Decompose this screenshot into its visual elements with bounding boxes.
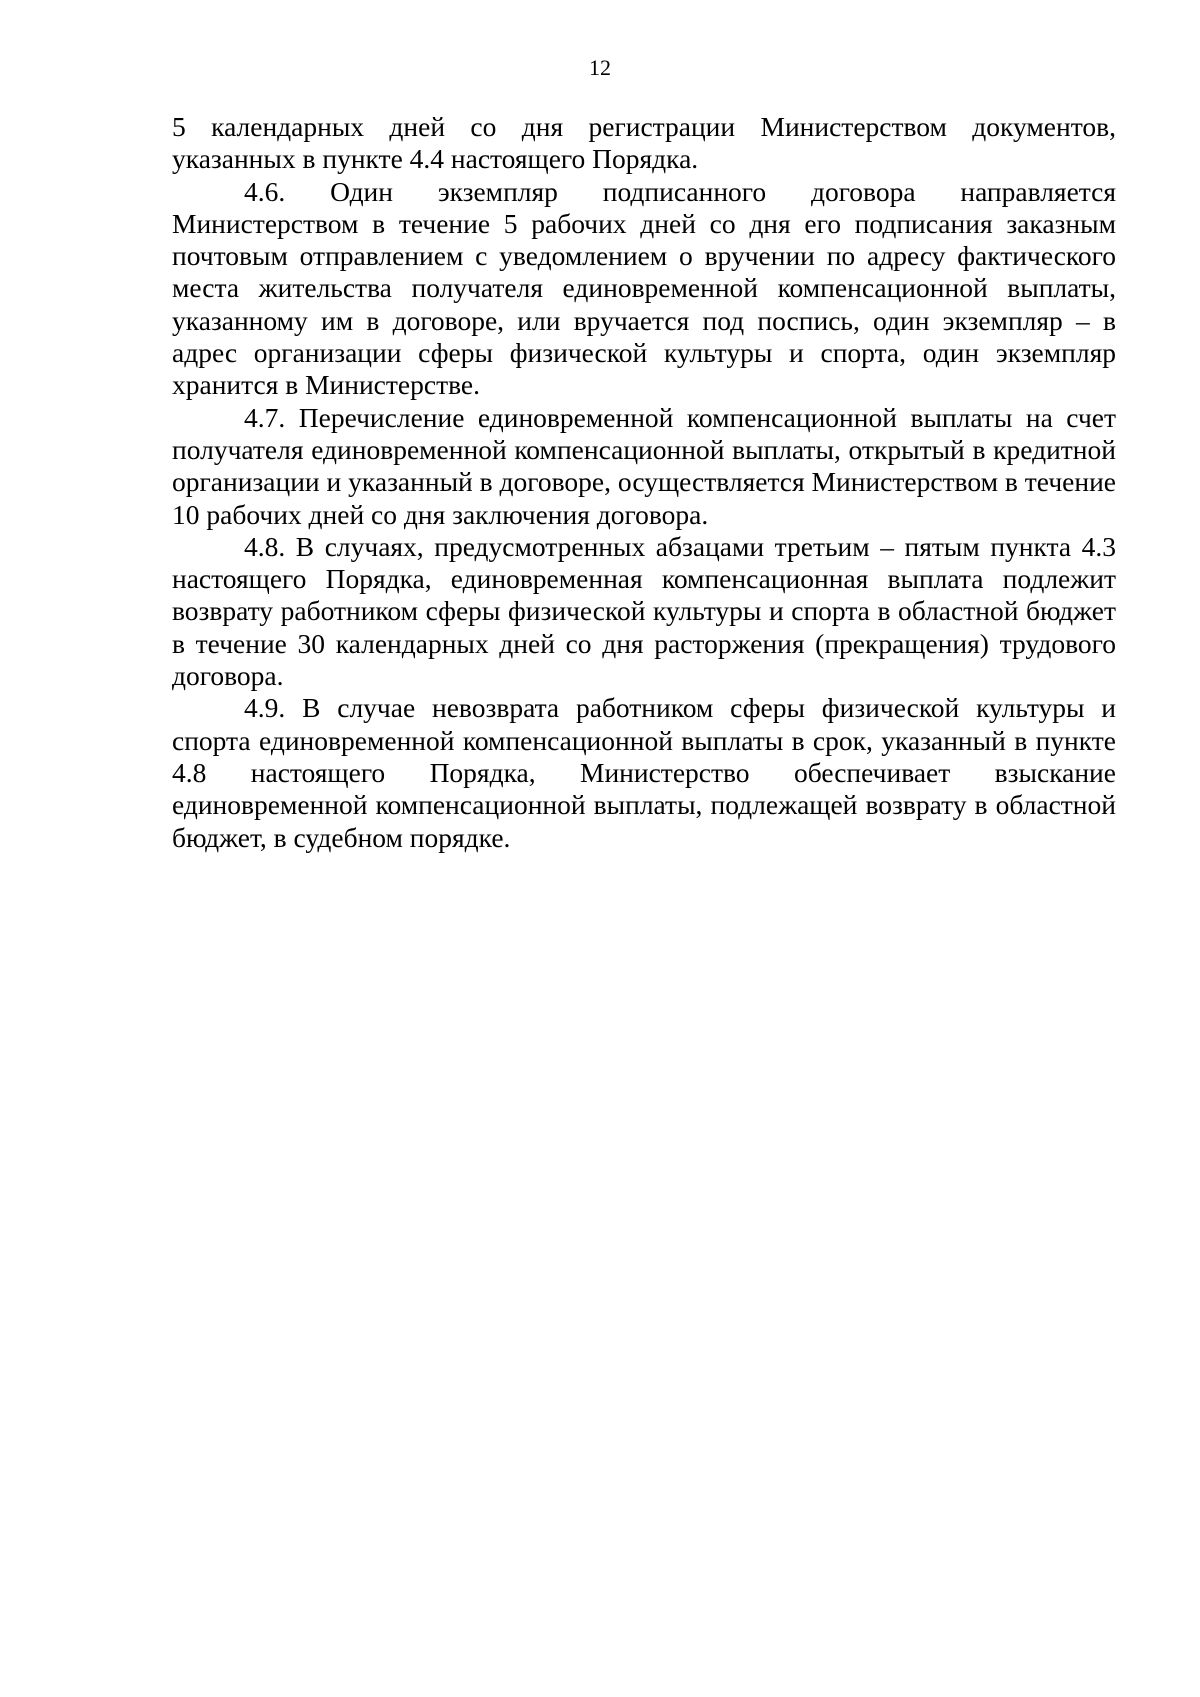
paragraph-4-9: 4.9. В случае невозврата работником сферы физической культуры и спорта единовременной компенсационной выплаты в срок, указанный в пункте 4.8 настоящего Порядка, Министерство обеспечивает взыскание единовременной компенсационной выплаты, подлежащей возврату в областной бюджет, в судебном порядке. — [172, 692, 1116, 853]
paragraph-4-7: 4.7. Перечисление единовременной компенсационной выплаты на счет получателя единовременной компенсационной выплаты, открытый в кредитной организации и указанный в договоре, осуществляется Министерством в течение 10 рабочих дней со дня заключения договора. — [172, 401, 1116, 530]
document-body — [172, 111, 1116, 854]
page-number: 12 — [589, 55, 611, 80]
paragraph-4-8: 4.8. В случаях, предусмотренных абзацами третьим – пятым пункта 4.3 настоящего Порядка, единовременная компенсационная выплата подлежит возврату работником сферы физической культуры и спорта в областной бюджет в течение 30 календарных дней со дня расторжения (прекращения) трудового договора. — [172, 530, 1116, 692]
paragraph-4-6: 4.6. Один экземпляр подписанного договора направляется Министерством в течение 5 рабочих дней со дня его подписания заказным почтовым отправлением с уведомлением о вручении по адресу фактического места жительства получателя единовременной компенсационной выплаты, указанному им в договоре, или вручается под поспись, один экземпляр – в адрес организации сферы физической культуры и спорта, один экземпляр хранится в Министерстве. — [172, 175, 1116, 401]
paragraph-continuation: 5 календарных дней со дня регистрации Министерством документов, указанных в пункте 4.4 настоящего Порядка. — [172, 111, 1116, 175]
